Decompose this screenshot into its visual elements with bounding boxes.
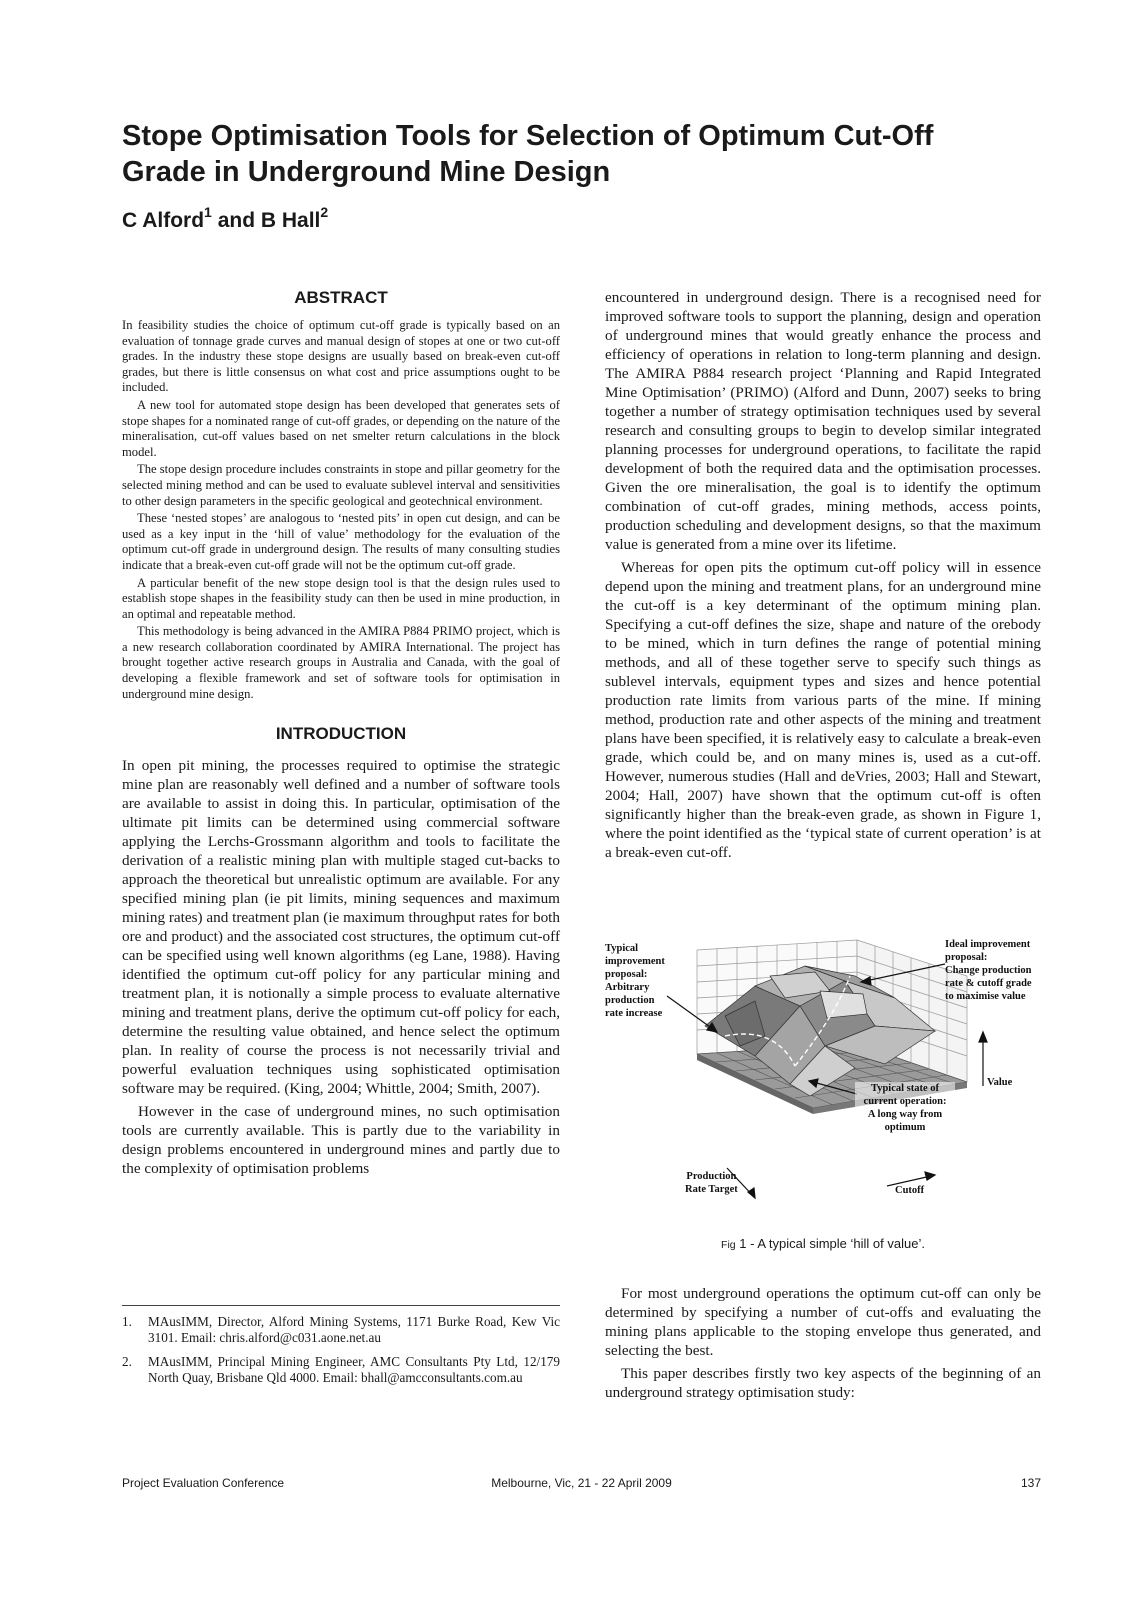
introduction-heading: INTRODUCTION: [275, 724, 407, 744]
label-line: A long way from: [867, 1109, 943, 1120]
author-2: and B Hall: [217, 209, 321, 232]
figure-caption: [605, 1236, 1041, 1251]
caption-text: 1 - A typical simple ‘hill of value’.: [735, 1236, 925, 1251]
footnote-number: 2.: [122, 1354, 132, 1369]
label-line: Typical: [605, 943, 639, 954]
label-line: rate & cutoff grade: [945, 978, 1032, 989]
label-line: Production: [686, 1171, 737, 1182]
label-line: Arbitrary: [605, 982, 650, 993]
footnote-text: MAusIMM, Principal Mining Engineer, AMC Consultants Pty Ltd, 12/179 North Quay, Brisbane Qld 4000. Email: bhall@amcconsultants.com.au: [148, 1354, 560, 1385]
label-cutoff: Cutoff: [895, 1185, 925, 1196]
right-column-lower: [605, 1284, 1041, 1406]
label-production-rate-target: [685, 1170, 738, 1196]
label-line: proposal:: [605, 969, 648, 980]
label-line: Typical state of: [870, 1083, 940, 1094]
abstract-paragraph: A new tool for automated stope design has been developed that generates sets of stope shapes for a nominated range of cut-off grades, or depending on the nature of the mineralisation, cut-off values based on net smelter return calculations in the block model.: [122, 397, 560, 459]
abstract-paragraph: A particular benefit of the new stope design tool is that the design rules used to establish stope shapes in the feasibility study can then be used in mine production, in an optimal and repeatable method.: [122, 575, 560, 621]
label-current-operation: [855, 1082, 955, 1134]
body-paragraph: For most underground operations the optimum cut-off can only be determined by specifying a number of cut-offs and evaluating the mining plans applicable to the stoping envelope thus generated, and selecting the best.: [605, 1285, 1041, 1359]
footnotes: [122, 1305, 560, 1394]
hill-of-value-figure: [605, 936, 1041, 1208]
right-column: [605, 288, 1041, 866]
label-value: Value: [987, 1077, 1013, 1088]
footnote: [122, 1354, 560, 1386]
label-ideal-improvement: [945, 938, 1032, 1003]
author-1: C Alford: [122, 209, 205, 232]
footnote-text: MAusIMM, Director, Alford Mining Systems, 1171 Burke Road, Kew Vic 3101. Email: chris.alford@c031.aone.net.au: [148, 1314, 560, 1345]
caption-fig: Fig: [721, 1239, 736, 1251]
label-line: rate increase: [605, 1008, 663, 1019]
author-1-affil: 1: [204, 204, 212, 220]
footer-conference: Project Evaluation Conference: [122, 1476, 285, 1490]
label-line: current operation:: [863, 1096, 947, 1107]
label-line: improvement: [605, 956, 665, 967]
footnote: [122, 1314, 560, 1346]
footer-location-date: Melbourne, Vic, 21 - 22 April 2009: [491, 1476, 672, 1490]
label-line: optimum: [884, 1122, 926, 1133]
label-line: Ideal improvement: [945, 939, 1031, 950]
body-paragraph: This paper describes firstly two key aspects of the beginning of an underground strategy optimisation study:: [605, 1365, 1041, 1401]
left-column: [122, 288, 560, 1182]
author-2-affil: 2: [320, 204, 329, 220]
label-line: proposal:: [945, 952, 988, 963]
abstract-paragraph: This methodology is being advanced in the AMIRA P884 PRIMO project, which is a new research collaboration coordinated by AMIRA International. The project has brought together active research groups in Australia and Canada, with the goal of developing a flexible framework and set of software tools for optimisation in underground mine design.: [122, 624, 560, 701]
introduction: [122, 756, 560, 1178]
label-line: Rate Target: [685, 1184, 738, 1195]
abstract-paragraph: The stope design procedure includes constraints in stope and pillar geometry for the selected mining method and can be used to evaluate sublevel interval and sensitivities to other design parameters in the specific geological and geotechnical environment.: [122, 462, 560, 508]
label-line: production: [605, 995, 655, 1006]
footnote-number: 1.: [122, 1314, 132, 1329]
label-line: Change production: [945, 965, 1032, 976]
abstract-paragraph: These ‘nested stopes’ are analogous to ‘nested pits’ in open cut design, and can be used as a key input in the ‘hill of value’ methodology for the evaluation of the optimum cut-off grade in underground design. The results of many consulting studies indicate that a break-even cut-off grade will not be the optimum cut-off grade.: [122, 511, 560, 572]
paper-title: Stope Optimisation Tools for Selection of Optimum Cut-Off Grade in Underground Mine Design: [122, 120, 934, 188]
body-paragraph: Whereas for open pits the optimum cut-off policy will in essence depend upon the mining and treatment plans, for an underground mine the cut-off is a key determinant of the optimum mining plan. Specifying a cut-off defines the size, shape and nature of the orebody to be mined, which in turn defines the range of potential mining methods, and all of these together serve to specify such things as sublevel intervals, equipment types and sizes and hence potential production rate limits from various parts of the mine. If mining method, production rate and other aspects of the mining and treatment plans have been specified, it is relatively easy to calculate a break-even grade, which could be, and on many mines is, used as a cut-off. However, numerous studies (Hall and deVries, 2003; Hall and Stewart, 2004; Hall, 2007) have shown that the optimum cut-off is often significantly higher than the break-even grade, as shown in Figure 1, where the point identified as the ‘typical state of current operation’ is at a break-even cut-off.: [605, 559, 1041, 861]
abstract-heading: ABSTRACT: [294, 288, 388, 307]
page-number: 137: [1020, 1476, 1041, 1490]
authors: [122, 206, 328, 233]
intro-paragraph: However in the case of underground mines, no such optimisation tools are currently available. This is partly due to the variability in design problems encountered in underground mines and partly due to the complexity of optimisation problems: [122, 1103, 560, 1178]
body-paragraph: encountered in underground design. There is a recognised need for improved software tools to support the planning, design and operation of underground mines that would greatly enhance the process and efficiency of operations in relation to long-term planning and design. The AMIRA P884 research project ‘Planning and Rapid Integrated Mine Optimisation’ (PRIMO) (Alford and Dunn, 2007) seeks to bring together a number of strategy optimisation techniques used by several research and consulting groups to begin to develop similar integrated planning processes for underground operations, to facilitate the rapid development of both the required data and the optimisation processes. Given the ore mineralisation, the goal is to identify the optimum combination of cut-off grades, mining methods, access points, production scheduling and development designs, so that the maximum value is generated from a mine over its lifetime.: [605, 289, 1041, 553]
label-typical-improvement: [605, 942, 665, 1020]
intro-paragraph: In open pit mining, the processes required to optimise the strategic mine plan are reasonably well defined and a number of software tools are available to assist in doing this. In particular, optimisation of the ultimate pit limits can be determined using commercial software applying the Lerchs-Grossmann algorithm and tools to facilitate the derivation of a realistic mining plan with multiple staged cut-backs to approach the theoretical but unrealistic optimum are available. For any specified mining plan (ie pit limits, mining sequences and maximum mining rates) and treatment plan (ie maximum throughput rates for both ore and product) and the associated cost structures, the optimum cut-off can be specified using well known algorithms (eg Lane, 1988). Having identified the optimum cut-off policy for any particular mining and treatment plan, it is notionally a simple process to evaluate alternative mining and treatment plans, derive the optimum cut-off policy for each, determine the resulting value obtained, and hence select the optimum plan. In reality of course the process is not necessarily trivial and powerful evaluation techniques using sophisticated optimisation software may be required. (King, 2004; Whittle, 2004; Smith, 2007).: [122, 757, 560, 1098]
abstract-paragraph: In feasibility studies the choice of optimum cut-off grade is typically based on an evaluation of tonnage grade curves and manual design of stopes at one or two cut-off grades. In the industry these stope designs are usually based on break-even cut-off grades, but there is little consensus on what cost and price assumptions ought to be included.: [122, 318, 560, 395]
abstract: [122, 318, 560, 702]
label-line: to maximise value: [945, 991, 1026, 1002]
